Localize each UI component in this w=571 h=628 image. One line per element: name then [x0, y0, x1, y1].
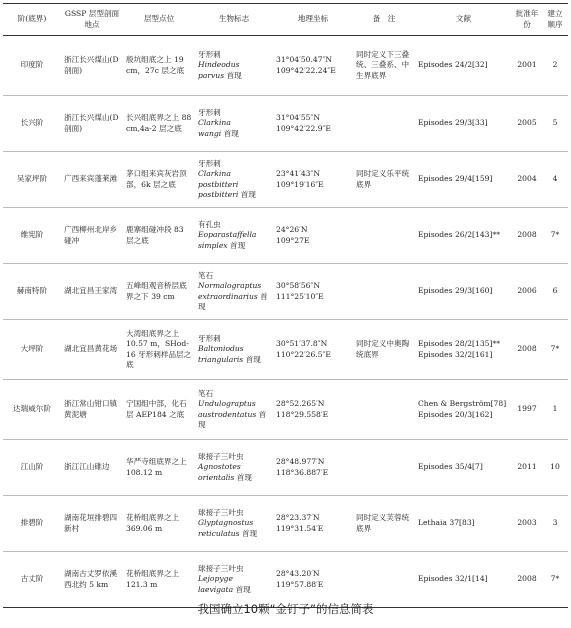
- latitude: 23°41′43″N: [276, 169, 320, 179]
- fossil-genus: Normalograptus: [198, 281, 262, 291]
- table-row: [3, 208, 568, 264]
- longitude: 110°22′26.5″E: [276, 349, 331, 359]
- fossil-note: 首现: [236, 472, 252, 482]
- remarks-cell: [353, 208, 415, 264]
- fossil-note: 首现: [223, 128, 239, 138]
- year-cell: [512, 552, 542, 608]
- coords-cell: [273, 152, 353, 208]
- table-row: [3, 496, 568, 552]
- stage-name: 吴家坪阶: [16, 174, 48, 184]
- stage-name: 古丈阶: [20, 574, 44, 584]
- latitude: 30°51′37.8″N: [276, 339, 328, 349]
- coords-cell: [273, 264, 353, 320]
- references-cell: [415, 552, 512, 608]
- table-body: [3, 36, 568, 608]
- fossil-species: austrodentatus: [198, 409, 257, 419]
- reference-text: Lethaia 37[83]: [418, 518, 475, 528]
- layer-cell: [123, 208, 195, 264]
- layer-cell: [123, 496, 195, 552]
- fossil-cell: [195, 496, 273, 552]
- gssp-cell: [61, 320, 123, 380]
- fossil-group: 球接子三叶虫: [198, 508, 244, 518]
- table-row: [3, 320, 568, 380]
- fossil-genus: Undulograptus: [198, 399, 256, 409]
- references-cell: [415, 36, 512, 96]
- approval-year: 2008: [517, 230, 537, 240]
- stage-cell: [3, 96, 61, 152]
- layer-cell: [123, 152, 195, 208]
- latitude: 28°52.265′N: [276, 399, 325, 409]
- fossil-species: laevigata: [198, 584, 234, 594]
- gssp-cell: [61, 96, 123, 152]
- remarks-cell: [353, 496, 415, 552]
- remarks-cell: [353, 36, 415, 96]
- longitude: 109°19′16″E: [276, 179, 324, 189]
- layer-position: 鹿寨组碰冲段 83 层之底: [126, 225, 184, 245]
- fossil-cell: [195, 152, 273, 208]
- gssp-location: 浙江长兴煤山(D 剖面): [64, 55, 119, 75]
- fossil-genus: Clarkina: [198, 169, 231, 179]
- longitude: 118°36.887′E: [276, 467, 329, 477]
- establish-order: 3: [552, 518, 558, 528]
- fossil-genus: Lejopyge: [198, 574, 233, 584]
- stage-cell: [3, 496, 61, 552]
- layer-position: 茅口组来宾灰岩顶部，6k 层之底: [126, 169, 187, 189]
- gssp-location: 湖北宜昌王家湾: [64, 286, 118, 296]
- fossil-species: parvus: [198, 70, 225, 80]
- table-row: [3, 152, 568, 208]
- gssp-cell: [61, 152, 123, 208]
- fossil-species: triangularis: [198, 354, 244, 364]
- stage-cell: [3, 208, 61, 264]
- fossil-note: 首现: [198, 291, 268, 311]
- establish-order: 10: [550, 462, 560, 472]
- fossil-cell: [195, 552, 273, 608]
- latitude: 31°04′50.47″N: [276, 55, 333, 65]
- table-row: [3, 36, 568, 96]
- establish-order: 5: [552, 118, 558, 128]
- stage-name: 大坪阶: [20, 344, 44, 354]
- fossil-note: 首现: [240, 189, 256, 199]
- order-cell: [542, 36, 568, 96]
- stage-name: 排碧阶: [20, 518, 44, 528]
- order-cell: [542, 552, 568, 608]
- longitude: 118°29.558′E: [276, 409, 329, 419]
- establish-order: 2: [552, 60, 558, 70]
- references-cell: [415, 208, 512, 264]
- references-cell: [415, 96, 512, 152]
- year-cell: [512, 440, 542, 496]
- fossil-genus: Agnostotes: [198, 462, 241, 472]
- fossil-cell: [195, 208, 273, 264]
- coords-cell: [273, 440, 353, 496]
- latitude: 30°58′56″N: [276, 281, 320, 291]
- header-coords: 地理坐标: [273, 4, 353, 36]
- table-row: [3, 380, 568, 440]
- layer-position: 五峰组观音桥层底界之下 39 cm: [126, 281, 187, 301]
- gssp-location: 浙江长兴煤山(D 剖面): [64, 113, 119, 133]
- stage-name: 江山阶: [20, 462, 44, 472]
- coords-cell: [273, 208, 353, 264]
- approval-year: 2003: [517, 518, 537, 528]
- header-stage: 阶(底界): [3, 4, 61, 36]
- longitude: 119°31.54′E: [276, 523, 324, 533]
- fossil-note: 首现: [230, 240, 246, 250]
- remarks-text: 同时定义乐平统底界: [356, 169, 410, 189]
- references-cell: [415, 440, 512, 496]
- establish-order: 7*: [550, 344, 560, 354]
- fossil-cell: [195, 36, 273, 96]
- latitude: 31°04′55″N: [276, 113, 320, 123]
- fossil-group: 牙形刺: [198, 50, 221, 60]
- order-cell: [542, 320, 568, 380]
- stage-cell: [3, 380, 61, 440]
- header-year: 批准年份: [512, 4, 542, 36]
- fossil-note: 首现: [235, 584, 251, 594]
- latitude: 28°48.977′N: [276, 457, 325, 467]
- longitude: 111°25′10″E: [276, 291, 324, 301]
- layer-cell: [123, 96, 195, 152]
- reference-text: Episodes 29/3[160]: [418, 286, 493, 296]
- layer-cell: [123, 320, 195, 380]
- order-cell: [542, 264, 568, 320]
- layer-cell: [123, 380, 195, 440]
- remarks-text: 同时定义下三叠统、三叠系、中生界底界: [356, 50, 410, 80]
- stage-name: 达瑞威尔阶: [13, 404, 51, 414]
- fossil-genus: Glyptagnostus: [198, 518, 254, 528]
- year-cell: [512, 152, 542, 208]
- fossil-genus: Eoparastaffella: [198, 230, 257, 240]
- gssp-location: 湖南古丈罗依溪西北约 5 km: [64, 569, 118, 589]
- table-row: [3, 264, 568, 320]
- reference-text: Episodes 35/4[7]: [418, 462, 483, 472]
- table-caption: 我国确立10颗“金钉子”的信息简表: [197, 602, 374, 616]
- layer-position: 花桥组底界之上 369.06 m: [126, 513, 180, 533]
- fossil-cell: [195, 320, 273, 380]
- order-cell: [542, 440, 568, 496]
- gssp-location: 浙江常山钳口镇黄泥塘: [64, 399, 118, 419]
- approval-year: 2008: [517, 574, 537, 584]
- stage-cell: [3, 36, 61, 96]
- layer-cell: [123, 264, 195, 320]
- fossil-species: orientalis: [198, 472, 235, 482]
- remarks-cell: [353, 380, 415, 440]
- order-cell: [542, 380, 568, 440]
- fossil-group: 笔石: [198, 389, 214, 399]
- remarks-cell: [353, 152, 415, 208]
- references-cell: [415, 320, 512, 380]
- longitude: 109°42′22.9″E: [276, 123, 331, 133]
- header-gssp: GSSP 层型剖面地点: [61, 4, 123, 36]
- coords-cell: [273, 552, 353, 608]
- layer-cell: [123, 552, 195, 608]
- year-cell: [512, 208, 542, 264]
- gssp-cell: [61, 440, 123, 496]
- order-cell: [542, 208, 568, 264]
- fossil-cell: [195, 96, 273, 152]
- order-cell: [542, 96, 568, 152]
- establish-order: 7*: [550, 230, 560, 240]
- header-remarks: 备 注: [353, 4, 415, 36]
- fossil-species: wangi: [198, 128, 222, 138]
- approval-year: 2005: [517, 118, 537, 128]
- layer-position: 殷坑组底之上 19 cm，27c 层之底: [126, 55, 185, 75]
- fossil-species: reticulatus: [198, 528, 240, 538]
- gssp-table: [3, 3, 568, 608]
- fossil-genus: Baltoniodus: [198, 344, 244, 354]
- table-row: [3, 552, 568, 608]
- remarks-cell: [353, 440, 415, 496]
- approval-year: 2008: [517, 344, 537, 354]
- header-layer: 层型点位: [123, 4, 195, 36]
- year-cell: [512, 264, 542, 320]
- fossil-species: extraordinarius: [198, 291, 258, 301]
- fossil-species: postbitteri postbitteri: [198, 179, 239, 199]
- coords-cell: [273, 496, 353, 552]
- stage-cell: [3, 320, 61, 380]
- year-cell: [512, 380, 542, 440]
- fossil-note: 首现: [198, 409, 267, 429]
- coords-cell: [273, 380, 353, 440]
- gssp-location: 广西来宾蓬莱滩: [64, 174, 118, 184]
- header-fossil: 生物标志: [195, 4, 273, 36]
- establish-order: 1: [552, 404, 558, 414]
- gssp-location: 湖南花垣排碧四新村: [64, 513, 118, 533]
- gssp-location: 湖北宜昌黄花场: [64, 344, 118, 354]
- layer-cell: [123, 440, 195, 496]
- layer-position: 长兴组底界之上 88 cm,4a-2 层之底: [126, 113, 192, 133]
- gssp-cell: [61, 208, 123, 264]
- fossil-cell: [195, 440, 273, 496]
- fossil-cell: [195, 380, 273, 440]
- stage-name: 赫南特阶: [16, 286, 48, 296]
- layer-position: 大湾组底界之上 10.57 m，SHod-16 牙形刺样品层之底: [126, 329, 192, 369]
- latitude: 28°23.37′N: [276, 513, 320, 523]
- longitude: 109°27E: [276, 235, 310, 245]
- fossil-group: 球接子三叶虫: [198, 564, 244, 574]
- layer-cell: [123, 36, 195, 96]
- reference-text: Episodes 29/3[33]: [418, 118, 488, 128]
- approval-year: 2004: [517, 174, 537, 184]
- layer-position: 花桥组底界之上 121.3 m: [126, 569, 180, 589]
- order-cell: [542, 152, 568, 208]
- fossil-note: 首现: [241, 528, 258, 538]
- approval-year: 2011: [517, 462, 537, 472]
- gssp-cell: [61, 264, 123, 320]
- stage-cell: [3, 440, 61, 496]
- latitude: 28°43.20′N: [276, 569, 320, 579]
- gssp-cell: [61, 552, 123, 608]
- gssp-cell: [61, 380, 123, 440]
- table-row: [3, 96, 568, 152]
- table-header: [3, 4, 568, 36]
- remarks-text: 同时定义芙蓉统底界: [356, 513, 410, 533]
- remarks-cell: [353, 96, 415, 152]
- latitude: 24°26′N: [276, 225, 308, 235]
- year-cell: [512, 96, 542, 152]
- layer-position: 华严寺组底界之上 108.12 m: [126, 457, 187, 477]
- reference-text: Episodes 26/2[143]**: [418, 230, 501, 240]
- remarks-text: 同时定义中奥陶统底界: [356, 339, 410, 359]
- gssp-location: 浙江江山碓边: [64, 462, 110, 472]
- approval-year: 1997: [517, 404, 537, 414]
- fossil-genus: Hindeodus: [198, 60, 240, 70]
- stage-name: 维宪阶: [20, 230, 44, 240]
- table-row: [3, 440, 568, 496]
- year-cell: [512, 496, 542, 552]
- fossil-species: simplex: [198, 240, 228, 250]
- layer-position: 宁国组中部，化石层 AEP184 之底: [126, 399, 187, 419]
- coords-cell: [273, 36, 353, 96]
- header-row: [3, 4, 568, 36]
- fossil-group: 牙形刺: [198, 108, 221, 118]
- reference-text: Episodes 28/2[135]** Episodes 32/2[161]: [418, 339, 501, 359]
- coords-cell: [273, 320, 353, 380]
- fossil-cell: [195, 264, 273, 320]
- stage-name: 印度阶: [20, 60, 44, 70]
- establish-order: 7*: [550, 574, 560, 584]
- year-cell: [512, 320, 542, 380]
- gssp-cell: [61, 496, 123, 552]
- fossil-note: 首现: [245, 354, 261, 364]
- stage-cell: [3, 264, 61, 320]
- establish-order: 4: [552, 174, 558, 184]
- approval-year: 2006: [517, 286, 537, 296]
- fossil-genus: Clarkina: [198, 118, 231, 128]
- references-cell: [415, 380, 512, 440]
- reference-text: Episodes 24/2[32]: [418, 60, 488, 70]
- header-references: 文献: [415, 4, 512, 36]
- stage-cell: [3, 152, 61, 208]
- year-cell: [512, 36, 542, 96]
- fossil-group: 球接子三叶虫: [198, 452, 244, 462]
- references-cell: [415, 496, 512, 552]
- fossil-group: 笔石: [198, 271, 214, 281]
- gssp-cell: [61, 36, 123, 96]
- fossil-group: 牙形刺: [198, 334, 221, 344]
- remarks-cell: [353, 320, 415, 380]
- longitude: 119°57.88′E: [276, 579, 324, 589]
- coords-cell: [273, 96, 353, 152]
- remarks-cell: [353, 264, 415, 320]
- stage-cell: [3, 552, 61, 608]
- reference-text: Chen & Bergström[78] Episodes 20/3[162]: [418, 399, 507, 419]
- establish-order: 6: [552, 286, 558, 296]
- fossil-group: 牙形刺: [198, 159, 221, 169]
- gssp-location: 广西柳州北岸乡碰冲: [64, 225, 118, 245]
- approval-year: 2001: [517, 60, 537, 70]
- remarks-cell: [353, 552, 415, 608]
- order-cell: [542, 496, 568, 552]
- fossil-note: 首现: [226, 70, 242, 80]
- references-cell: [415, 152, 512, 208]
- reference-text: Episodes 32/1[14]: [418, 574, 488, 584]
- fossil-group: 有孔虫: [198, 220, 221, 230]
- header-order: 建立顺序: [542, 4, 568, 36]
- longitude: 109°42′22.24″E: [276, 65, 336, 75]
- references-cell: [415, 264, 512, 320]
- reference-text: Episodes 29/4[159]: [418, 174, 493, 184]
- stage-name: 长兴阶: [20, 118, 44, 128]
